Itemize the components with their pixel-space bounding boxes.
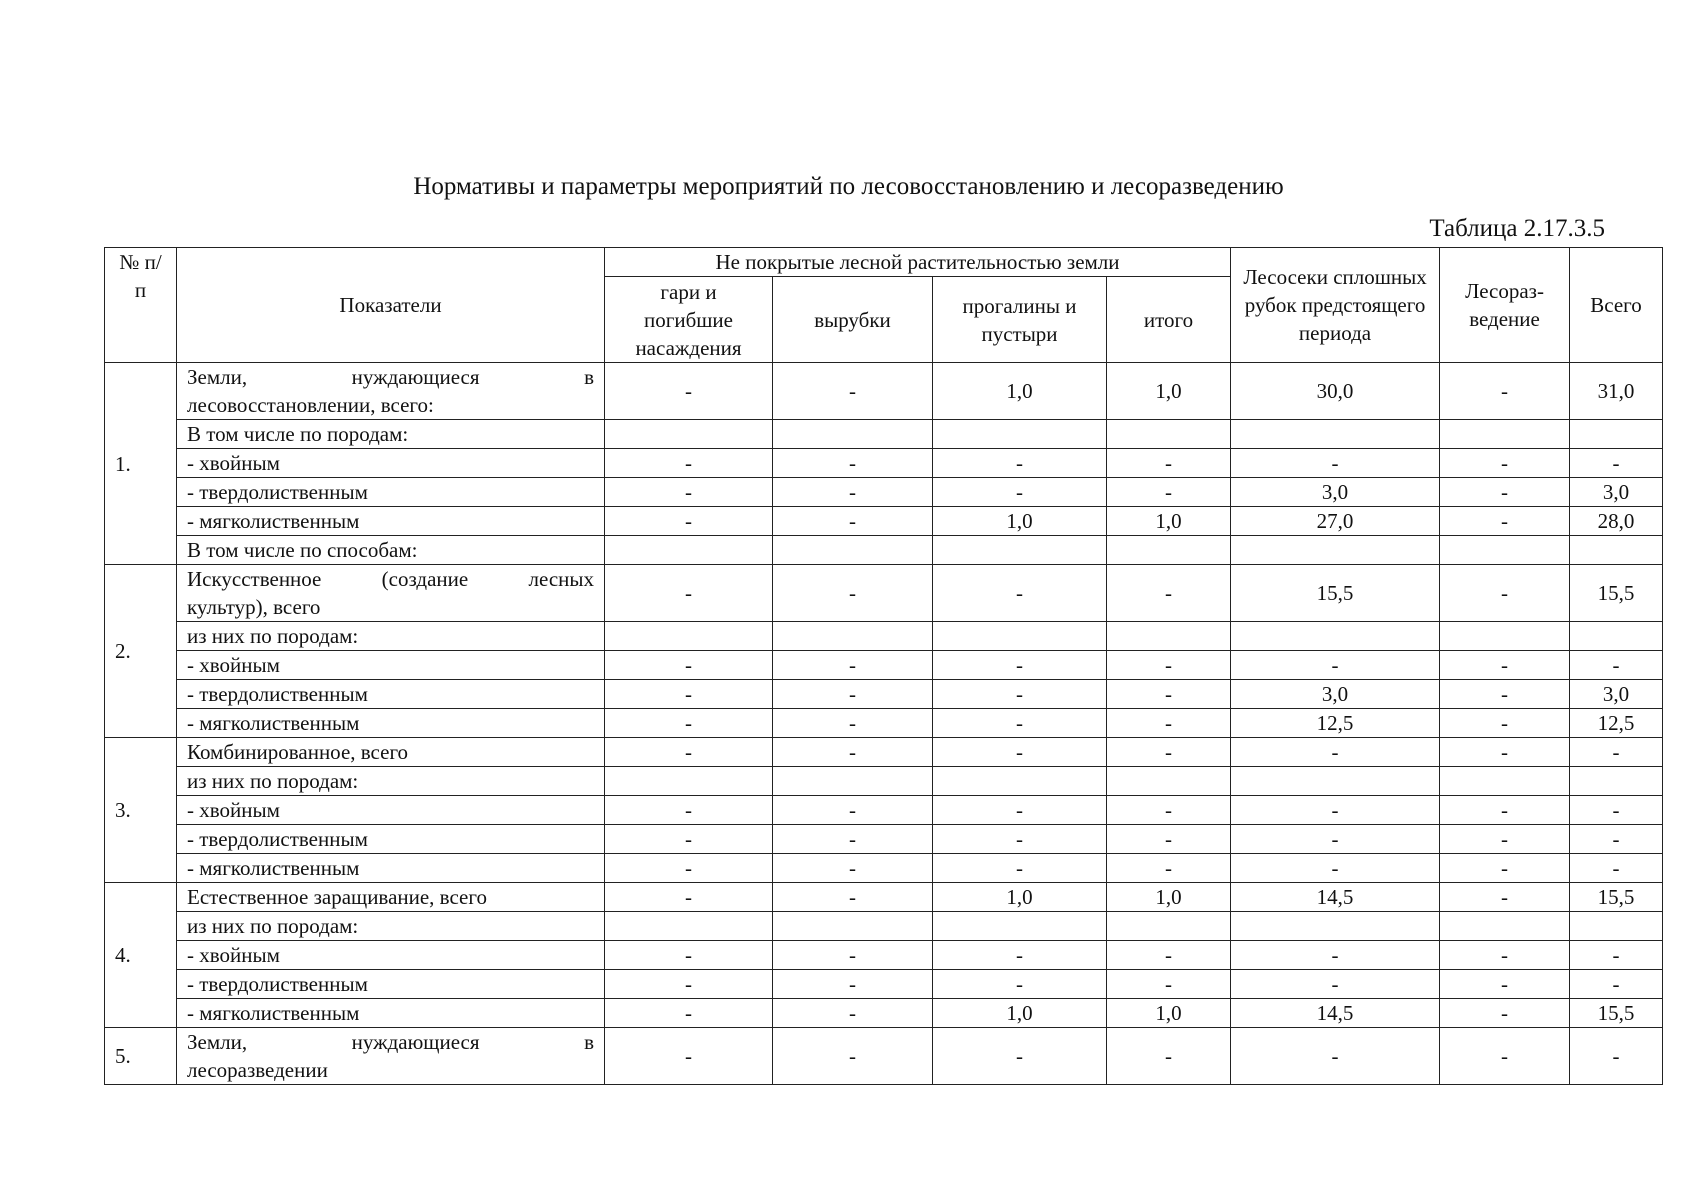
table-cell: - bbox=[1231, 738, 1440, 767]
table-row bbox=[105, 825, 1663, 854]
table-cell bbox=[933, 420, 1107, 449]
label-word: в bbox=[584, 365, 594, 389]
row-label bbox=[177, 565, 605, 622]
table-cell: - bbox=[933, 709, 1107, 738]
table-row bbox=[105, 738, 1663, 767]
table-cell bbox=[1231, 767, 1440, 796]
table-cell bbox=[773, 912, 933, 941]
table-row bbox=[105, 941, 1663, 970]
row-number: 4. bbox=[105, 883, 177, 1028]
table-cell: - bbox=[605, 883, 773, 912]
table-row bbox=[105, 507, 1663, 536]
table-cell bbox=[933, 536, 1107, 565]
row-number: 1. bbox=[105, 363, 177, 565]
table-cell bbox=[773, 767, 933, 796]
row-label-line-1 bbox=[187, 363, 594, 391]
table-row bbox=[105, 478, 1663, 507]
table-row bbox=[105, 622, 1663, 651]
table-cell: - bbox=[1440, 565, 1570, 622]
table-cell: 30,0 bbox=[1231, 363, 1440, 420]
table-cell: - bbox=[933, 970, 1107, 999]
table-cell: 15,5 bbox=[1231, 565, 1440, 622]
table-cell: - bbox=[1440, 449, 1570, 478]
table-cell bbox=[773, 536, 933, 565]
table-row bbox=[105, 767, 1663, 796]
table-cell bbox=[605, 767, 773, 796]
row-label: - мягколиственным bbox=[177, 507, 605, 536]
table-cell bbox=[1570, 622, 1663, 651]
table-row bbox=[105, 1028, 1663, 1085]
table-cell bbox=[1440, 622, 1570, 651]
table-cell bbox=[933, 767, 1107, 796]
table-cell: - bbox=[605, 680, 773, 709]
table-cell: - bbox=[1107, 854, 1231, 883]
table-cell bbox=[1231, 912, 1440, 941]
table-cell: - bbox=[773, 970, 933, 999]
table-cell: 1,0 bbox=[1107, 507, 1231, 536]
row-label-line-2: лесовосстановлении, всего: bbox=[187, 393, 434, 417]
row-label: Естественное заращивание, всего bbox=[177, 883, 605, 912]
row-number: 5. bbox=[105, 1028, 177, 1085]
table-cell: - bbox=[773, 941, 933, 970]
table-cell bbox=[1570, 420, 1663, 449]
header-clear-cut: Лесосеки сплошных рубок предстоящего периода bbox=[1231, 248, 1440, 363]
label-word: (создание bbox=[381, 567, 469, 591]
table-cell: - bbox=[605, 825, 773, 854]
table-cell: - bbox=[1107, 449, 1231, 478]
row-label: - мягколиственным bbox=[177, 999, 605, 1028]
table-cell: - bbox=[933, 738, 1107, 767]
table-cell: - bbox=[773, 449, 933, 478]
row-label: - твердолиственным bbox=[177, 680, 605, 709]
table-cell: - bbox=[605, 970, 773, 999]
row-label: из них по породам: bbox=[177, 767, 605, 796]
header-num: № п/п bbox=[105, 248, 177, 363]
table-cell bbox=[1107, 912, 1231, 941]
table-cell: - bbox=[605, 854, 773, 883]
table-cell bbox=[1231, 622, 1440, 651]
table-cell bbox=[1440, 536, 1570, 565]
table-cell bbox=[605, 420, 773, 449]
table-cell: - bbox=[1107, 738, 1231, 767]
label-word: лесных bbox=[528, 567, 594, 591]
table-cell: 1,0 bbox=[1107, 363, 1231, 420]
table-cell: - bbox=[773, 651, 933, 680]
table-cell: 14,5 bbox=[1231, 883, 1440, 912]
table-row bbox=[105, 536, 1663, 565]
table-cell: - bbox=[933, 854, 1107, 883]
row-label: - хвойным bbox=[177, 449, 605, 478]
header-not-covered: Не покрытые лесной растительностью земли bbox=[605, 248, 1231, 277]
header-glades: прогалины и пустыри bbox=[933, 277, 1107, 363]
label-word: нуждающиеся bbox=[351, 365, 480, 389]
row-label: - хвойным bbox=[177, 651, 605, 680]
table-cell: - bbox=[773, 883, 933, 912]
table-cell bbox=[1570, 912, 1663, 941]
table-cell: - bbox=[933, 941, 1107, 970]
header-burns: гари и погибшие насаждения bbox=[605, 277, 773, 363]
row-label-line-2: лесоразведении bbox=[187, 1058, 328, 1082]
label-word: в bbox=[584, 1030, 594, 1054]
table-row bbox=[105, 912, 1663, 941]
header-afforestation: Лесораз-ведение bbox=[1440, 248, 1570, 363]
table-cell: - bbox=[1440, 738, 1570, 767]
table-row bbox=[105, 565, 1663, 622]
table-cell bbox=[1107, 536, 1231, 565]
table-cell: - bbox=[773, 1028, 933, 1085]
table-cell: - bbox=[605, 565, 773, 622]
row-label: - мягколиственным bbox=[177, 709, 605, 738]
row-label bbox=[177, 1028, 605, 1085]
table-cell: - bbox=[1570, 738, 1663, 767]
table-row bbox=[105, 363, 1663, 420]
table-cell: 15,5 bbox=[1570, 999, 1663, 1028]
table-cell: - bbox=[1570, 941, 1663, 970]
table-cell: - bbox=[1231, 1028, 1440, 1085]
table-cell bbox=[1440, 912, 1570, 941]
row-label bbox=[177, 363, 605, 420]
table-cell: - bbox=[605, 449, 773, 478]
table-cell: - bbox=[1231, 854, 1440, 883]
table-cell: - bbox=[773, 854, 933, 883]
row-number: 2. bbox=[105, 565, 177, 738]
table-cell bbox=[933, 622, 1107, 651]
table-cell: - bbox=[1570, 970, 1663, 999]
table-row bbox=[105, 420, 1663, 449]
table-cell bbox=[605, 622, 773, 651]
table-cell: - bbox=[605, 507, 773, 536]
table-cell: - bbox=[773, 999, 933, 1028]
table-cell: - bbox=[1107, 709, 1231, 738]
row-label-line-1 bbox=[187, 565, 594, 593]
row-label: из них по породам: bbox=[177, 622, 605, 651]
table-cell bbox=[605, 536, 773, 565]
table-cell: 1,0 bbox=[1107, 883, 1231, 912]
table-cell: 15,5 bbox=[1570, 883, 1663, 912]
table-cell: - bbox=[933, 1028, 1107, 1085]
table-cell: - bbox=[773, 825, 933, 854]
table-row bbox=[105, 709, 1663, 738]
table-cell bbox=[1570, 767, 1663, 796]
table-cell: - bbox=[933, 565, 1107, 622]
row-label: из них по породам: bbox=[177, 912, 605, 941]
table-cell bbox=[1440, 420, 1570, 449]
label-word: Земли, bbox=[187, 365, 248, 389]
table-cell bbox=[1231, 420, 1440, 449]
table-cell: - bbox=[1107, 796, 1231, 825]
table-cell: - bbox=[1440, 825, 1570, 854]
table-row bbox=[105, 854, 1663, 883]
table-cell: - bbox=[1107, 825, 1231, 854]
table-cell: - bbox=[1440, 680, 1570, 709]
table-cell: 15,5 bbox=[1570, 565, 1663, 622]
table-cell: - bbox=[1440, 651, 1570, 680]
table-cell bbox=[1440, 767, 1570, 796]
table-cell: - bbox=[1570, 449, 1663, 478]
table-cell: 27,0 bbox=[1231, 507, 1440, 536]
table-cell: - bbox=[1570, 854, 1663, 883]
table-cell: - bbox=[1570, 825, 1663, 854]
table-cell bbox=[1107, 420, 1231, 449]
table-cell: - bbox=[1107, 941, 1231, 970]
table-cell: - bbox=[773, 796, 933, 825]
row-label-line-2: культур), всего bbox=[187, 595, 321, 619]
table-row bbox=[105, 883, 1663, 912]
table-cell: - bbox=[1440, 970, 1570, 999]
table-cell: - bbox=[605, 941, 773, 970]
row-label: В том числе по породам: bbox=[177, 420, 605, 449]
table-cell: - bbox=[1440, 999, 1570, 1028]
table-cell: 12,5 bbox=[1570, 709, 1663, 738]
table-row bbox=[105, 449, 1663, 478]
row-label: - твердолиственным bbox=[177, 825, 605, 854]
table-cell bbox=[773, 622, 933, 651]
table-row bbox=[105, 651, 1663, 680]
table-cell: - bbox=[605, 1028, 773, 1085]
page-title: Нормативы и параметры мероприятий по лесовосстановлению и лесоразведению bbox=[413, 173, 1284, 200]
table-cell: - bbox=[933, 449, 1107, 478]
table-row bbox=[105, 999, 1663, 1028]
table-cell: 12,5 bbox=[1231, 709, 1440, 738]
table-cell: 1,0 bbox=[933, 883, 1107, 912]
table-label: Таблица 2.17.3.5 bbox=[1429, 215, 1605, 242]
table-cell: - bbox=[773, 363, 933, 420]
row-label-line-1 bbox=[187, 1028, 594, 1056]
table-cell: - bbox=[773, 709, 933, 738]
table-row bbox=[105, 796, 1663, 825]
row-label: - хвойным bbox=[177, 796, 605, 825]
forest-restoration-table bbox=[104, 247, 1663, 1085]
table-cell: - bbox=[1231, 970, 1440, 999]
table-cell bbox=[1231, 536, 1440, 565]
table-cell: 31,0 bbox=[1570, 363, 1663, 420]
row-label: - твердолиственным bbox=[177, 478, 605, 507]
table-cell: - bbox=[1440, 941, 1570, 970]
table-cell: 3,0 bbox=[1231, 478, 1440, 507]
table-cell bbox=[773, 420, 933, 449]
table-cell: 3,0 bbox=[1231, 680, 1440, 709]
table-cell bbox=[1107, 767, 1231, 796]
table-cell: - bbox=[1440, 478, 1570, 507]
table-cell bbox=[1107, 622, 1231, 651]
table-cell: - bbox=[933, 478, 1107, 507]
table-cell: - bbox=[605, 478, 773, 507]
table-cell: - bbox=[605, 363, 773, 420]
table-cell: - bbox=[1440, 796, 1570, 825]
table-cell: - bbox=[1107, 651, 1231, 680]
label-word: Земли, bbox=[187, 1030, 248, 1054]
header-total: Всего bbox=[1570, 248, 1663, 363]
table-cell: - bbox=[1570, 796, 1663, 825]
table-cell: - bbox=[1440, 363, 1570, 420]
table-cell: - bbox=[1231, 941, 1440, 970]
table-cell: - bbox=[1440, 854, 1570, 883]
table-cell: 28,0 bbox=[1570, 507, 1663, 536]
label-word: нуждающиеся bbox=[351, 1030, 480, 1054]
row-label: - мягколиственным bbox=[177, 854, 605, 883]
table-cell: - bbox=[1107, 680, 1231, 709]
table-cell: - bbox=[1440, 507, 1570, 536]
table-cell: 3,0 bbox=[1570, 478, 1663, 507]
table-cell: - bbox=[1231, 796, 1440, 825]
row-label: В том числе по способам: bbox=[177, 536, 605, 565]
table-cell: - bbox=[605, 709, 773, 738]
table-cell: - bbox=[1107, 565, 1231, 622]
table-row bbox=[105, 970, 1663, 999]
table-row bbox=[105, 680, 1663, 709]
header-subtotal: итого bbox=[1107, 277, 1231, 363]
row-label: - хвойным bbox=[177, 941, 605, 970]
table-cell: 1,0 bbox=[933, 363, 1107, 420]
table-cell: - bbox=[1440, 709, 1570, 738]
table-cell: - bbox=[773, 507, 933, 536]
table-cell: - bbox=[605, 796, 773, 825]
table-cell: - bbox=[1107, 970, 1231, 999]
table-cell: 1,0 bbox=[933, 507, 1107, 536]
table-cell: - bbox=[933, 796, 1107, 825]
table-cell: - bbox=[1107, 478, 1231, 507]
table-cell: 14,5 bbox=[1231, 999, 1440, 1028]
table-cell: - bbox=[1231, 825, 1440, 854]
table-cell: - bbox=[773, 565, 933, 622]
table-cell: - bbox=[773, 478, 933, 507]
table-cell: 3,0 bbox=[1570, 680, 1663, 709]
row-label: - твердолиственным bbox=[177, 970, 605, 999]
table-cell: - bbox=[1570, 651, 1663, 680]
table-cell: - bbox=[933, 825, 1107, 854]
table-cell: - bbox=[605, 999, 773, 1028]
table-cell bbox=[933, 912, 1107, 941]
table-cell: - bbox=[605, 651, 773, 680]
table-cell: - bbox=[1570, 1028, 1663, 1085]
table-cell: - bbox=[773, 738, 933, 767]
header-indicators: Показатели bbox=[177, 248, 605, 363]
table-cell: - bbox=[1231, 651, 1440, 680]
table-cell: - bbox=[1107, 1028, 1231, 1085]
table-cell: - bbox=[933, 651, 1107, 680]
table-cell: - bbox=[933, 680, 1107, 709]
table-cell: - bbox=[605, 738, 773, 767]
table-cell bbox=[1570, 536, 1663, 565]
table-cell: - bbox=[1231, 449, 1440, 478]
row-number: 3. bbox=[105, 738, 177, 883]
table-cell: - bbox=[773, 680, 933, 709]
table-cell bbox=[605, 912, 773, 941]
table-cell: 1,0 bbox=[1107, 999, 1231, 1028]
row-label: Комбинированное, всего bbox=[177, 738, 605, 767]
label-word: Искусственное bbox=[187, 567, 322, 591]
table-cell: - bbox=[1440, 1028, 1570, 1085]
table-cell: 1,0 bbox=[933, 999, 1107, 1028]
header-cuttings: вырубки bbox=[773, 277, 933, 363]
table-cell: - bbox=[1440, 883, 1570, 912]
